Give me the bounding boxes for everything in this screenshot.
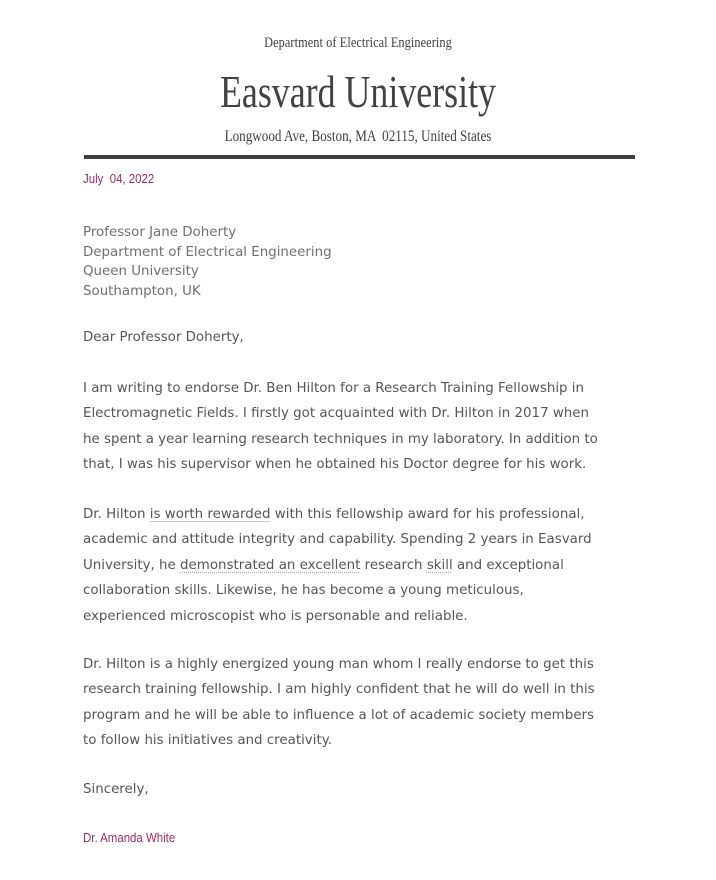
recipient-line: Southampton, UK [83, 284, 201, 300]
paragraph-line: program and he will be able to influence a lot of academic society members [83, 707, 594, 723]
header-divider [84, 155, 635, 159]
marked-phrase: is worth rewarded [149, 507, 271, 522]
paragraph-line: Dr. Hilton is worth rewarded with this fellowship award for his professional, [83, 507, 585, 522]
university-title: Easvard University [219, 66, 496, 117]
paragraph-line: University, he demonstrated an excellent research skill and exceptional [83, 557, 564, 573]
recipient-line: Department of Electrical Engineering [83, 244, 332, 260]
recipient-line: Queen University [83, 264, 199, 280]
paragraph-line: Dr. Hilton is a highly energized young man whom I really endorse to get this [83, 657, 594, 672]
department-heading: Department of Electrical Engineering [264, 35, 452, 51]
recipient-block [83, 223, 332, 302]
paragraph-line: academic and attitude integrity and capability. Spending 2 years in Easvard [83, 532, 592, 548]
paragraph-2 [83, 502, 592, 629]
paragraph-line: experienced microscopist who is personable and reliable. [83, 608, 468, 624]
paragraph-line: to follow his initiatives and creativity. [83, 733, 332, 749]
marked-phrase: demonstrated an excellent [180, 557, 361, 573]
closing: Sincerely, [83, 782, 149, 797]
paragraph-line: that, I was his supervisor when he obtained his Doctor degree for his work. [83, 457, 587, 473]
paragraph-line: I am writing to endorse Dr. Ben Hilton for a Research Training Fellowship in [83, 381, 585, 396]
paragraph-line: collaboration skills. Likewise, he has become a young meticulous, [83, 583, 524, 599]
paragraph-line: he spent a year learning research techniques in my laboratory. In addition to [83, 431, 598, 447]
paragraph-line: Electromagnetic Fields. I firstly got acquainted with Dr. Hilton in 2017 when [83, 406, 590, 422]
recipient-line: Professor Jane Doherty [83, 225, 237, 240]
paragraph-3 [83, 652, 595, 754]
marked-phrase: skill [426, 557, 453, 573]
salutation: Dear Professor Doherty, [83, 330, 244, 345]
signature: Dr. Amanda White [83, 830, 176, 845]
paragraph-1 [83, 376, 598, 478]
university-address: Longwood Ave, Boston, MA 02115, United States [224, 128, 492, 145]
paragraph-line: research training fellowship. I am highly confident that he will do well in this [83, 682, 595, 698]
letter-date: July 04, 2022 [83, 171, 155, 186]
